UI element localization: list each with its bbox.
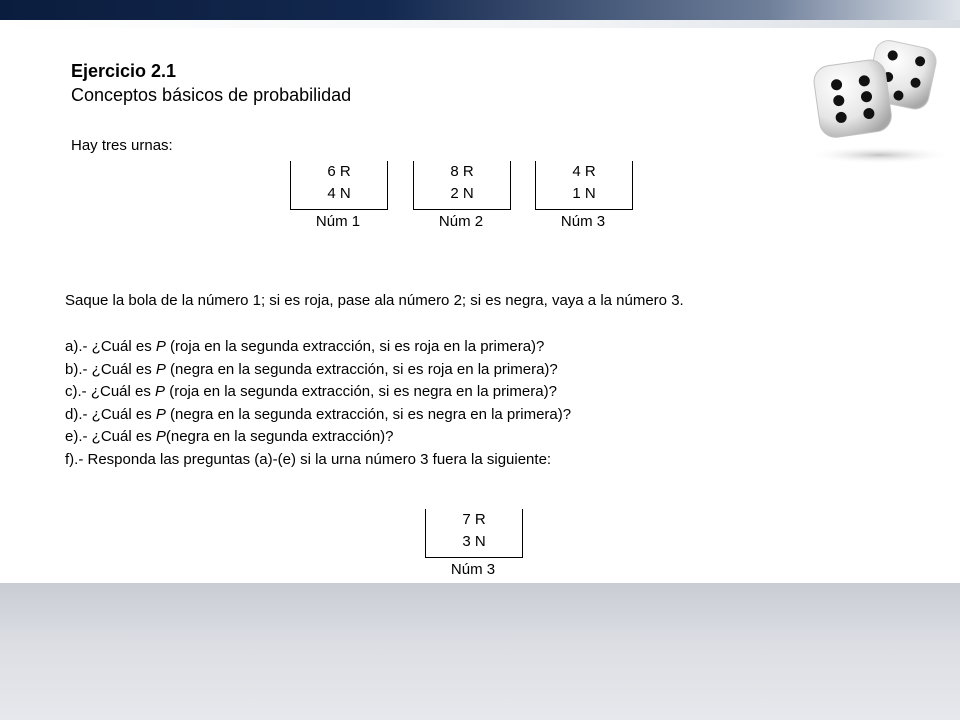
question-e: e).- ¿Cuál es P(negra en la segunda extracción)?: [65, 428, 394, 445]
urn-3-black: 1 N: [572, 185, 596, 202]
alt-urn-red: 7 R: [462, 511, 486, 528]
intro-text: Hay tres urnas:: [71, 137, 173, 154]
question-a: a).- ¿Cuál es P (roja en la segunda extracción, si es roja en la primera)?: [65, 338, 545, 355]
dice-icon: [800, 30, 960, 170]
question-c: c).- ¿Cuál es P (roja en la segunda extracción, si es negra en la primera)?: [65, 383, 557, 400]
instruction-text: Saque la bola de la número 1; si es roja, pase ala número 2; si es negra, vaya a la número 3.: [65, 292, 684, 309]
top-decorative-bar: [0, 0, 960, 20]
urn-3-label: Núm 3: [560, 213, 606, 230]
urn-1-black: 4 N: [327, 185, 351, 202]
question-d: d).- ¿Cuál es P (negra en la segunda extracción, si es negra en la primera)?: [65, 405, 572, 423]
urn-2-black: 2 N: [450, 185, 474, 202]
question-list: [65, 336, 571, 471]
exercise-subtitle: Conceptos básicos de probabilidad: [71, 85, 352, 105]
bottom-decorative-band: [0, 583, 960, 720]
urn-3-red: 4 R: [572, 163, 596, 180]
urn-2-red: 8 R: [450, 163, 474, 180]
urn-1-label: Núm 1: [315, 213, 361, 230]
exercise-title: Ejercicio 2.1: [71, 61, 177, 81]
urn-2-label: Núm 2: [438, 213, 484, 230]
urn-2: [413, 161, 511, 210]
urn-1-red: 6 R: [327, 163, 351, 180]
top-decorative-strip: [0, 20, 960, 28]
alt-urn-3: [425, 509, 523, 558]
urn-1: [290, 161, 388, 210]
alt-urn-label: Núm 3: [450, 561, 496, 578]
question-b: b).- ¿Cuál es P (negra en la segunda extracción, si es roja en la primera)?: [65, 360, 558, 378]
urn-3: [535, 161, 633, 210]
question-f: f).- Responda las preguntas (a)-(e) si la urna número 3 fuera la siguiente:: [65, 450, 552, 468]
alt-urn-black: 3 N: [462, 533, 486, 550]
